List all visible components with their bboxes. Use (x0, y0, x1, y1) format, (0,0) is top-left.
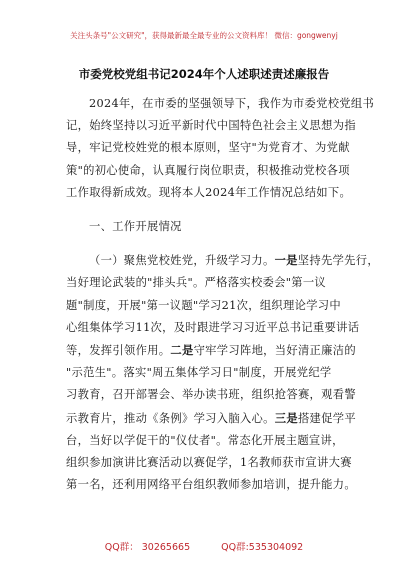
item-line-text: 第一名，还利用网络平台组织教师参加培训，提升能力。 (66, 478, 356, 492)
item-line (66, 407, 356, 430)
intro-line: 2024年，在市委的坚强领导下，我作为市委党校党组书 (89, 97, 375, 110)
item-line-text: （一）聚焦党校姓党，升级学习力。 (89, 254, 275, 268)
header-banner: 关注头条号"公文研究"，获得最新最全最专业的公文资料库！ 微信：gongwenyj (70, 31, 338, 40)
item-line-emphasis: 三是 (274, 410, 298, 425)
item-line (66, 249, 379, 272)
intro-line: 导，牢记党校姓党的根本原则，坚守"为党育才、为党献 (66, 141, 350, 155)
footer (0, 539, 408, 553)
document-body (66, 93, 379, 496)
intro-line: 记，始终坚持以习近平新时代中国特色社会主义思想为指 (66, 119, 356, 133)
item-line (66, 295, 352, 317)
intro-paragraph (66, 93, 375, 204)
item-line-text: 当好理论武装的"排头兵"。严格落实校委会"第一议 (66, 276, 327, 290)
item-line-text: 示教育片，推动《条例》学习入脑入心。 (66, 411, 275, 425)
item-line (66, 384, 356, 406)
item-line (66, 452, 352, 474)
document-title: 市委党校党组书记2024年个人述职述责述廉报告 (78, 67, 330, 81)
item-line-text: 守牢学习阵地，当好清正廉洁的 (193, 344, 356, 358)
intro-line: 工作取得新成效。现将本人2024年工作情况总结如下。 (66, 185, 352, 199)
item-line (66, 339, 356, 362)
item-line-emphasis: 一是 (274, 253, 298, 268)
item-line-text: 题"制度，开展"第一议题"学习21次，组织理论学习中 (66, 298, 341, 312)
item-line (66, 272, 352, 294)
item-line (66, 362, 352, 384)
section-heading (66, 216, 352, 238)
item-line-text: 习教育，召开部署会、举办读书班，组织抢答赛，观看警 (66, 388, 356, 402)
item-line-text: 坚持先学先行， (297, 254, 379, 268)
item-line-text: 搭建促学平 (297, 411, 356, 425)
item-line (66, 317, 360, 339)
item-line-text: 台，当好以学促干的"仪仗者"。常态化开展主题宣讲， (66, 433, 344, 447)
item-line-text: "示范生"。落实"周五集体学习日"制度，开展党纪学 (66, 366, 332, 380)
footer-qq-group-1: QQ群： 30265665 (104, 542, 191, 553)
intro-line: 策"的初心使命，认真履行岗位职责，积极推动党校各项 (66, 163, 350, 177)
item-line (66, 474, 356, 496)
section-heading-text: 一、工作开展情况 (89, 220, 182, 234)
item-line-emphasis: 二是 (170, 343, 194, 358)
item-line (66, 430, 352, 452)
item-line-text: 心组集体学习11次，及时跟进学习习近平总书记重要讲话 (66, 320, 360, 334)
item-paragraph (66, 249, 379, 496)
item-line-text: 组织参加演讲比赛活动以赛促学，1名教师获市宣讲大赛 (66, 456, 352, 470)
footer-qq-group-2: QQ群:535304092 (221, 542, 304, 553)
item-line-text: 等，发挥引领作用。 (66, 344, 171, 358)
